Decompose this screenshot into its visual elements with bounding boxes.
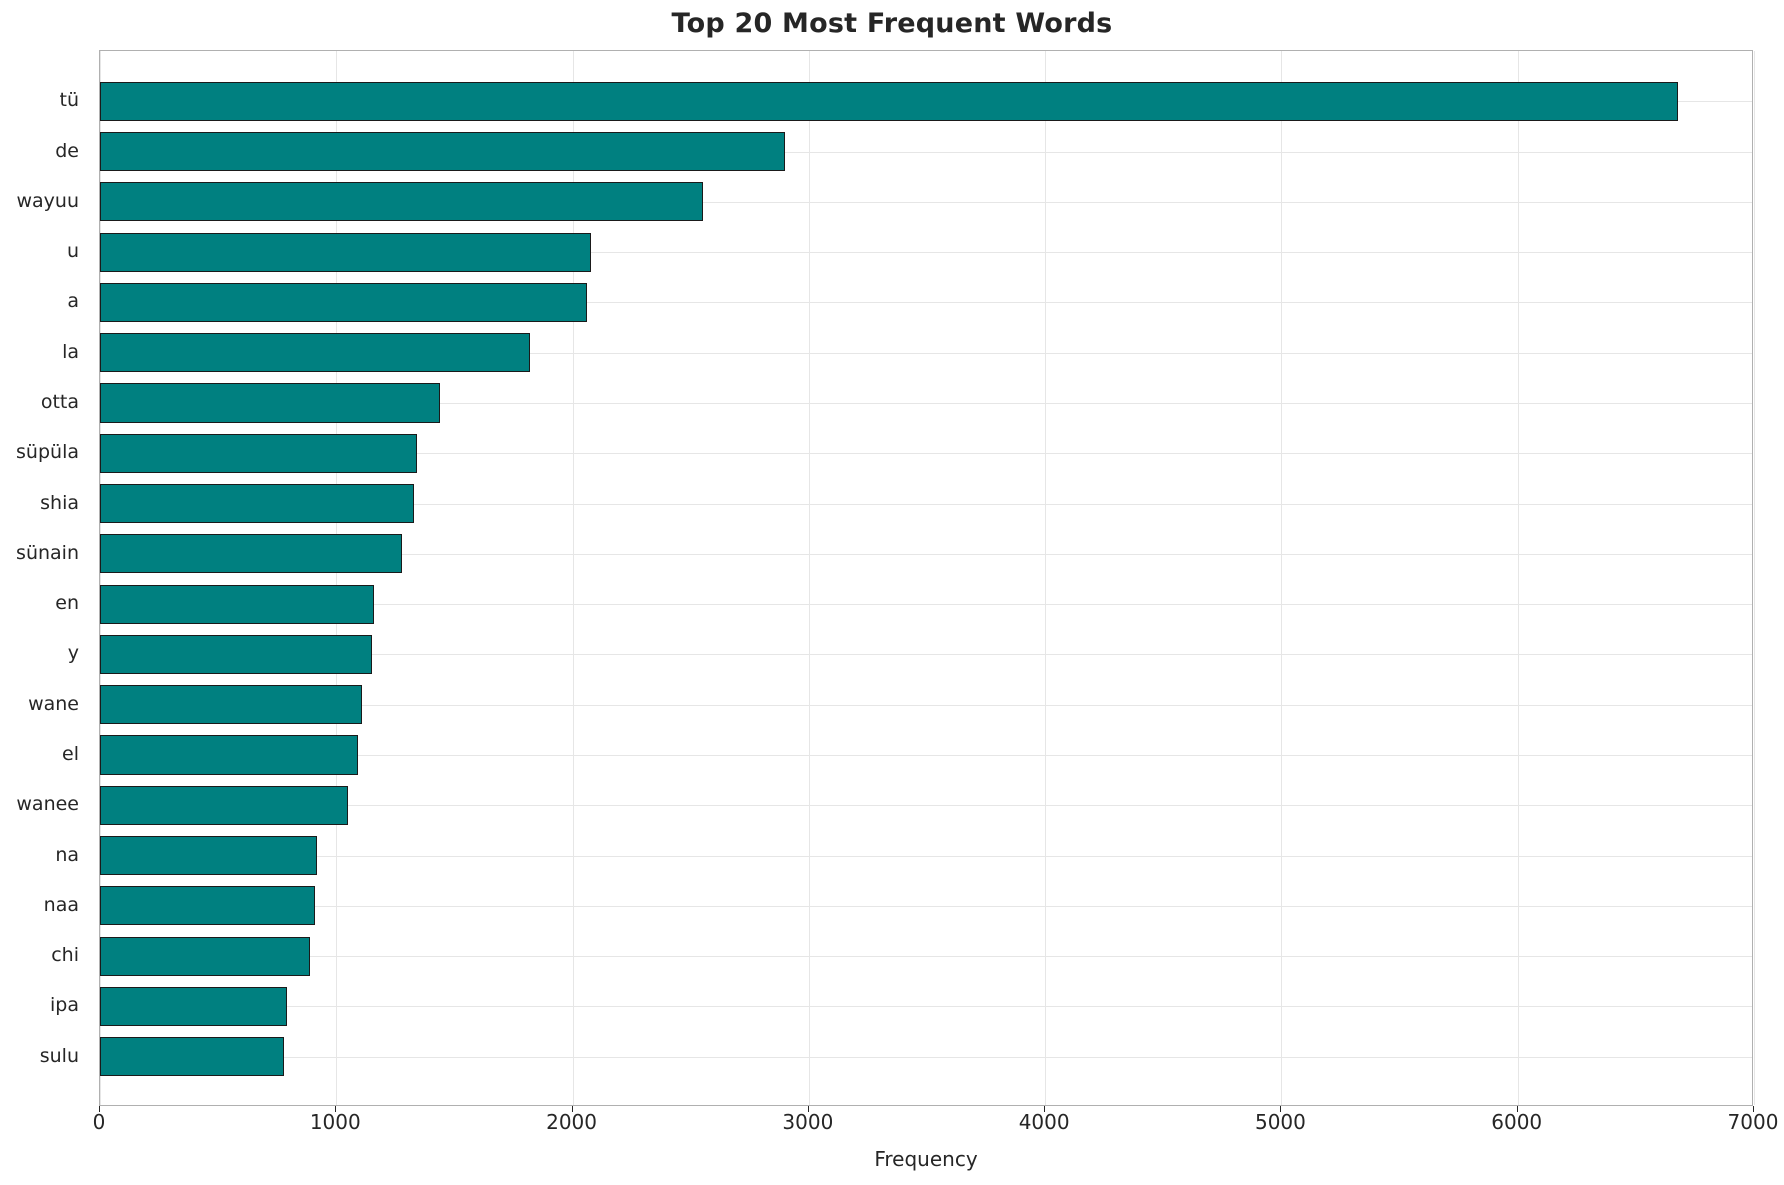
y-tick-label: tü <box>59 89 79 112</box>
y-tick-label: wane <box>28 692 79 715</box>
bar <box>100 735 358 774</box>
y-tick-label: shia <box>40 491 79 514</box>
x-tick-label: 2000 <box>546 1110 598 1134</box>
bar <box>100 1037 284 1076</box>
x-tick-label: 6000 <box>1491 1110 1543 1134</box>
x-tick-label: 3000 <box>782 1110 834 1134</box>
bar <box>100 333 530 372</box>
y-tick-label: otta <box>40 391 79 413</box>
y-tick-label: u <box>66 240 79 263</box>
bar <box>100 836 317 875</box>
y-tick-label: wanee <box>16 793 79 816</box>
y-tick-label: süpüla <box>16 441 79 464</box>
bar-series <box>100 51 1752 1105</box>
bar <box>100 484 414 523</box>
bar <box>100 82 1678 121</box>
y-tick-label: y <box>67 642 79 665</box>
y-tick-label: a <box>67 290 79 313</box>
bar <box>100 233 591 272</box>
y-tick-label: sulu <box>39 1044 79 1067</box>
x-tick-label: 7000 <box>1727 1110 1779 1134</box>
bar <box>100 585 374 624</box>
y-tick-label: la <box>62 340 79 363</box>
bar <box>100 987 287 1026</box>
y-axis-tick-labels <box>0 50 90 1106</box>
x-tick-label: 5000 <box>1254 1110 1306 1134</box>
y-tick-label: ipa <box>50 994 79 1017</box>
x-tick-label: 4000 <box>1018 1110 1070 1134</box>
x-axis-title: Frequency <box>874 1147 978 1171</box>
bar <box>100 132 785 171</box>
gridline <box>1754 51 1755 1105</box>
bar <box>100 434 417 473</box>
chart-title: Top 20 Most Frequent Words <box>671 8 1113 39</box>
y-tick-label: en <box>55 592 79 615</box>
bar <box>100 283 587 322</box>
y-tick-label: wayuu <box>16 189 79 212</box>
bar <box>100 635 372 674</box>
y-tick-label: sünain <box>16 541 79 564</box>
x-tick-label: 1000 <box>309 1110 361 1134</box>
plot-area <box>99 50 1753 1106</box>
y-tick-label: el <box>62 743 79 765</box>
bar <box>100 685 362 724</box>
y-tick-label: chi <box>51 944 79 967</box>
x-tick-label: 0 <box>92 1110 106 1134</box>
y-tick-label: naa <box>43 893 79 916</box>
y-tick-label: de <box>55 139 79 162</box>
bar <box>100 534 402 573</box>
bar <box>100 937 310 976</box>
bar <box>100 182 703 221</box>
x-axis-tick-labels <box>92 1106 1779 1140</box>
bar <box>100 886 315 925</box>
y-tick-label: na <box>55 843 79 866</box>
bar <box>100 383 440 422</box>
bar <box>100 786 348 825</box>
